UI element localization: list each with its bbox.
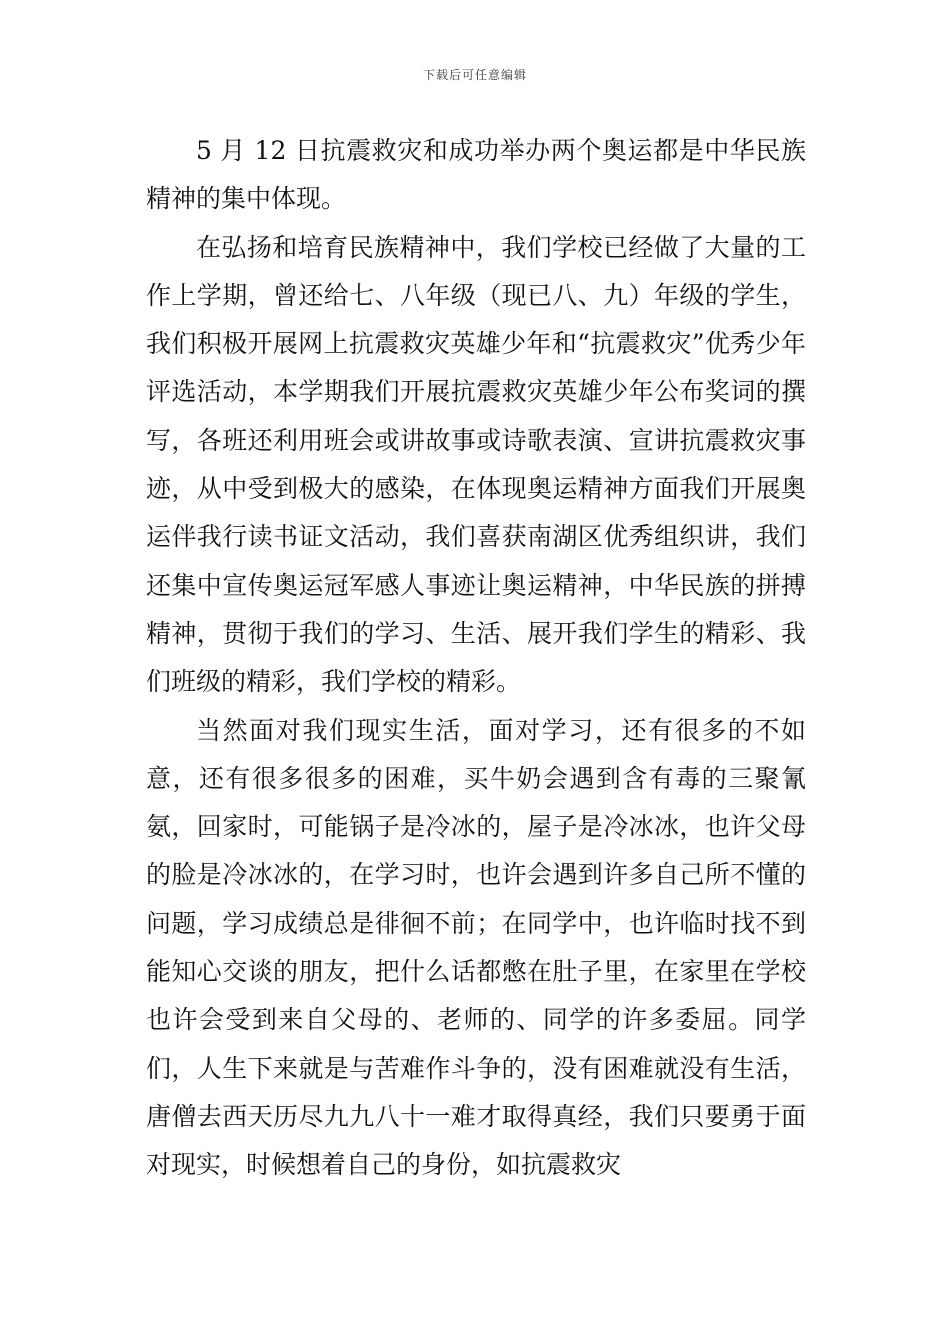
paragraph-2: 在弘扬和培育民族精神中，我们学校已经做了大量的工作上学期，曾还给七、八年级（现已八、九）年级的学生，我们积极开展网上抗震救灾英雄少年和“抗震救灾”优秀少年评选活动，本学期我们开展抗震救灾英雄少年公布奖词的撰写，各班还利用班会或讲故事或诗歌表演、宣讲抗震救灾事迹，从中受到极大的感染，在体现奥运精神方面我们开展奥运伴我行读书证文活动，我们喜获南湖区优秀组织讲，我们还集中宣传奥运冠军感人事迹让奥运精神，中华民族的拼搏精神，贯彻于我们的学习、生活、展开我们学生的精彩、我们班级的精彩，我们学校的精彩。	[146, 232, 806, 697]
paragraph-3: 当然面对我们现实生活，面对学习，还有很多的不如意，还有很多很多的困难，买牛奶会遇到含有毒的三聚氰氨，回家时，可能锅子是冷冰的，屋子是冷冰冰，也许父母的脸是冷冰冰的，在学习时，也许会遇到许多自己所不懂的问题，学习成绩总是徘徊不前；在同学中，也许临时找不到能知心交谈的朋友，把什么话都憋在肚子里，在家里在学校也许会受到来自父母的、老师的、同学的许多委屈。同学们，人生下来就是与苦难作斗争的，没有困难就没有生活，唐僧去西天历尽九九八十一难才取得真经，我们只要勇于面对现实，时候想着自己的身份，如抗震救灾	[146, 715, 806, 1180]
document-body	[146, 127, 806, 1190]
page-header: 下载后可任意编辑	[422, 68, 527, 82]
paragraph-1: 5 月 12 日抗震救灾和成功举办两个奥运都是中华民族精神的集中体现。	[146, 136, 806, 214]
